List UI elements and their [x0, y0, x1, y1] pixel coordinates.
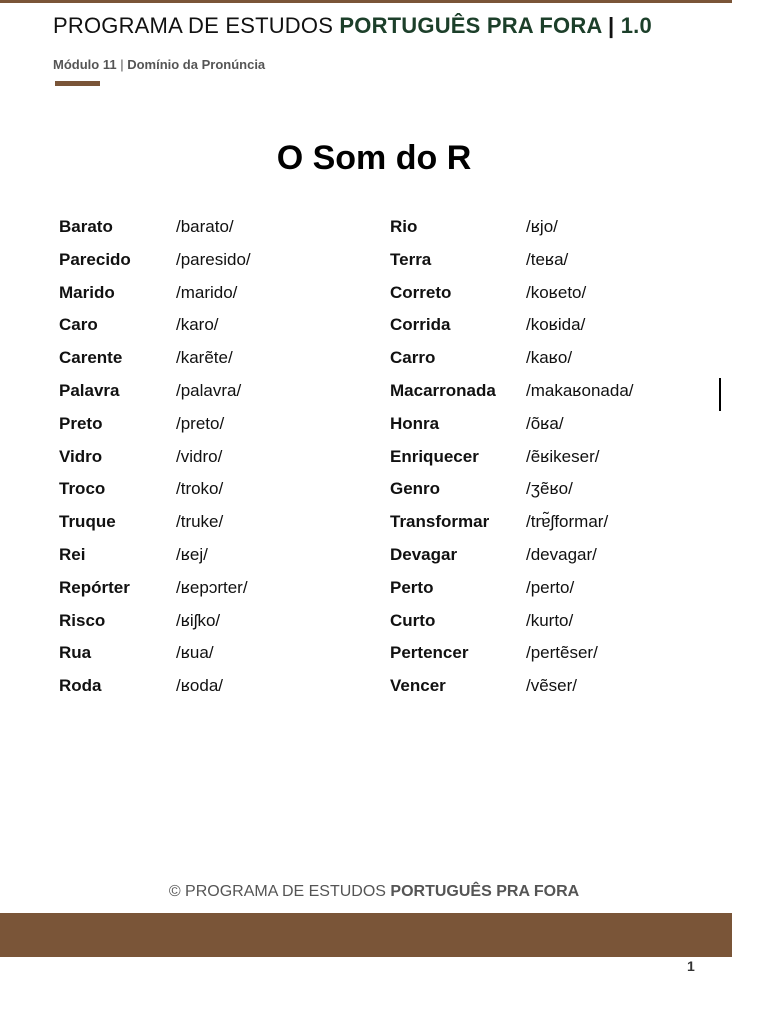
- word-right: Transformar: [390, 512, 490, 532]
- word-right: Rio: [390, 217, 418, 236]
- word-right: Corrida: [390, 315, 451, 335]
- word-right: Vencer: [390, 676, 446, 696]
- accent-bar: [55, 81, 100, 86]
- footer-bar: [0, 913, 732, 957]
- copyright-prefix: © PROGRAMA DE ESTUDOS: [168, 883, 386, 900]
- word-left: Roda: [59, 676, 102, 696]
- table-row: [59, 608, 699, 641]
- phonetic-left: /vidro/: [176, 446, 223, 466]
- word-left: Rua: [59, 643, 92, 663]
- module-separator: |: [120, 57, 124, 72]
- word-left: Marido: [59, 282, 115, 302]
- phonetic-left: /troko/: [176, 479, 224, 499]
- table-row: [59, 378, 699, 411]
- phonetic-right: /makaʁonada/: [526, 380, 634, 400]
- table-row: [59, 476, 699, 509]
- word-right: Macarronada: [390, 380, 496, 400]
- phonetic-left: /truke/: [176, 512, 224, 532]
- word-right: Enriquecer: [390, 446, 479, 466]
- page-title: O Som do R: [276, 139, 472, 177]
- phonetic-left: /ʁej/: [176, 544, 208, 564]
- page-number: 1: [687, 958, 695, 974]
- program-brand: PORTUGUÊS PRA FORA | 1.0: [339, 13, 652, 38]
- text-cursor: [719, 378, 721, 411]
- phonetic-left: /ʁiʃko/: [176, 610, 221, 630]
- phonetic-left: /ʁepɔrter/: [176, 577, 248, 597]
- copyright-brand: PORTUGUÊS PRA FORA: [390, 883, 580, 900]
- table-row: [59, 312, 699, 345]
- word-left: Parecido: [59, 249, 131, 269]
- word-right: Honra: [390, 413, 440, 433]
- word-left: Preto: [59, 413, 103, 433]
- word-right: Pertencer: [390, 643, 469, 663]
- word-left: Troco: [59, 479, 106, 499]
- phonetic-right: /kurto/: [526, 610, 574, 630]
- table-row: [59, 673, 699, 706]
- table-row: [59, 411, 699, 444]
- table-row: [59, 509, 699, 542]
- phonetic-right: /õʁa/: [526, 413, 564, 433]
- phonetic-left: /paresido/: [176, 249, 251, 269]
- top-rule: [0, 0, 732, 3]
- word-right: Terra: [390, 249, 432, 269]
- phonetic-left: /marido/: [176, 282, 238, 302]
- phonetic-right: /trɐ̃ʃformar/: [526, 512, 609, 532]
- word-right: Perto: [390, 577, 434, 597]
- program-prefix: PROGRAMA DE ESTUDOS: [53, 13, 334, 38]
- phonetic-right: /ʒẽʁo/: [526, 479, 573, 499]
- word-right: Carro: [390, 348, 436, 368]
- phonetic-right: /koʁeto/: [526, 282, 587, 302]
- word-right: Genro: [390, 479, 441, 499]
- word-left: Risco: [59, 610, 106, 630]
- word-left: Vidro: [59, 446, 103, 466]
- program-title: [53, 13, 652, 39]
- table-row: [59, 575, 699, 608]
- phonetic-right: /pertẽser/: [526, 643, 598, 663]
- word-left: Repórter: [59, 577, 130, 597]
- phonetic-left: /preto/: [176, 413, 225, 433]
- phonetic-left: /palavra/: [176, 380, 242, 400]
- footer-copyright: [0, 883, 748, 901]
- table-row: [59, 247, 699, 280]
- phonetic-right: /koʁida/: [526, 315, 586, 335]
- phonetic-left: /karo/: [176, 315, 219, 335]
- table-row: [59, 214, 699, 247]
- phonetic-right: /perto/: [526, 577, 575, 597]
- module-subtitle: [53, 57, 265, 72]
- phonetic-left: /ʁoda/: [176, 676, 224, 696]
- table-row: [59, 542, 699, 575]
- phonetic-left: /barato/: [176, 217, 234, 236]
- phonetic-right: /kaʁo/: [526, 348, 573, 368]
- word-left: Caro: [59, 315, 98, 335]
- table-row: [59, 640, 699, 673]
- phonetic-left: /karẽte/: [176, 348, 233, 368]
- phonetic-left: /ʁua/: [176, 643, 214, 663]
- word-pronunciation-table: [59, 214, 699, 706]
- module-label: Módulo 11: [53, 57, 117, 72]
- word-left: Carente: [59, 348, 123, 368]
- phonetic-right: /ẽʁikeser/: [526, 446, 600, 466]
- phonetic-right: /ʁjo/: [526, 217, 558, 236]
- word-left: Palavra: [59, 380, 120, 400]
- table-row: [59, 280, 699, 313]
- word-left: Truque: [59, 512, 116, 532]
- table-row: [59, 345, 699, 378]
- word-left: Barato: [59, 217, 113, 236]
- word-right: Correto: [390, 282, 452, 302]
- phonetic-right: /teʁa/: [526, 249, 569, 269]
- word-left: Rei: [59, 544, 86, 564]
- phonetic-right: /vẽser/: [526, 676, 578, 696]
- table-row: [59, 444, 699, 477]
- module-topic: Domínio da Pronúncia: [127, 57, 266, 72]
- word-right: Devagar: [390, 544, 458, 564]
- phonetic-right: /devagar/: [526, 544, 597, 564]
- word-right: Curto: [390, 610, 436, 630]
